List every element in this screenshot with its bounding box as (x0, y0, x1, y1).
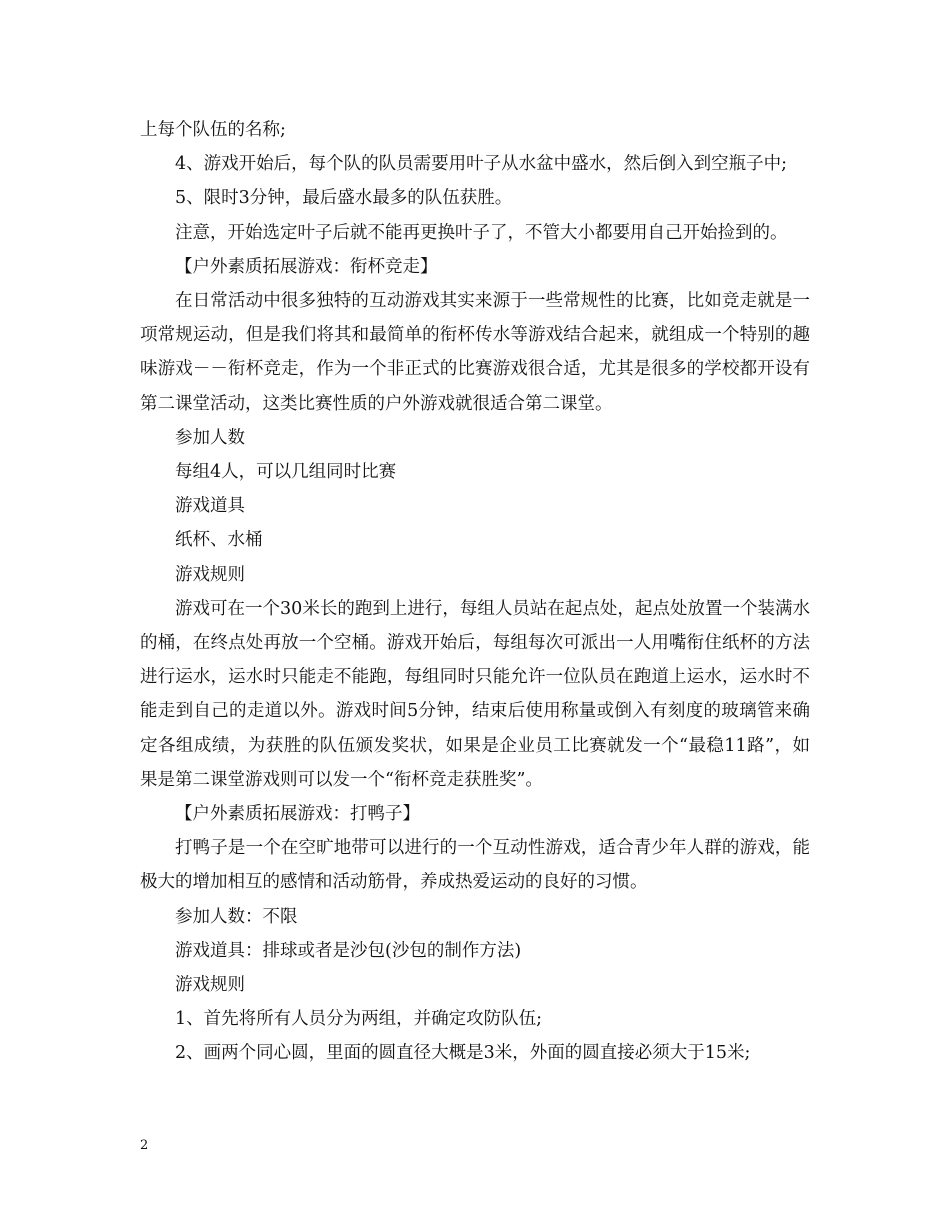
paragraph: 打鸭子是一个在空旷地带可以进行的一个互动性游戏，适合青少年人群的游戏，能极大的增加相互的感情和活动筋骨，养成热爱运动的良好的习惯。 (140, 838, 810, 893)
section-heading: 【户外素质拓展游戏：衔杯竞走】 (175, 256, 438, 277)
page-number: 2 (140, 1138, 149, 1153)
paragraph: 上每个队伍的名称; (140, 120, 286, 140)
paragraph: 在日常活动中很多独特的互动游戏其实来源于一些常规性的比赛，比如竞走就是一项常规运动，但是我们将其和最简单的衔杯传水等游戏结合起来，就组成一个特别的趣味游戏－－衔杯竞走，作为一个非正式的比赛游戏很合适，尤其是很多的学校都开设有第二课堂活动，这类比赛性质的户外游戏就很适合第二课堂。 (140, 291, 810, 414)
paragraph: 纸杯、水桶 (175, 530, 263, 551)
paragraph: 游戏规则 (175, 975, 245, 996)
paragraph: 游戏道具：排球或者是沙包(沙包的制作方法) (175, 940, 522, 961)
paragraph: 1、首先将所有人员分为两组，并确定攻防队伍; (175, 1009, 543, 1030)
paragraph: 4、游戏开始后，每个队的队员需要用叶子从水盆中盛水，然后倒入到空瓶子中; (175, 154, 788, 175)
paragraph: 参加人数 (175, 427, 245, 448)
paragraph: 2、画两个同心圆，里面的圆直径大概是3米，外面的圆直接必须大于15米; (175, 1043, 751, 1064)
paragraph: 游戏可在一个30米长的跑到上进行，每组人员站在起点处，起点处放置一个装满水的桶，在终点处再放一个空桶。游戏开始后，每组每次可派出一人用嘴衔住纸杯的方法进行运水，运水时只能走不能跑，每组同时只能允许一位队员在跑道上运水，运水时不能走到自己的走道以外。游戏时间5分钟，结束后使用称量或倒入有刻度的玻璃管来确定各组成绩，为获胜的队伍颁发奖状，如果是企业员工比赛就发一个“最稳11路”，如果是第二课堂游戏则可以发一个“衔杯竞走获胜奖”。 (140, 598, 810, 790)
paragraph: 游戏规则 (175, 564, 245, 585)
paragraph: 5、限时3分钟，最后盛水最多的队伍获胜。 (175, 188, 513, 209)
document-body (140, 113, 810, 1071)
section-heading: 【户外素质拓展游戏：打鸭子】 (175, 804, 420, 825)
paragraph: 游戏道具 (175, 496, 245, 517)
paragraph: 注意，开始选定叶子后就不能再更换叶子了，不管大小都要用自己开始捡到的。 (175, 222, 788, 243)
paragraph: 参加人数：不限 (175, 906, 298, 927)
paragraph: 每组4人，可以几组同时比赛 (175, 462, 397, 483)
